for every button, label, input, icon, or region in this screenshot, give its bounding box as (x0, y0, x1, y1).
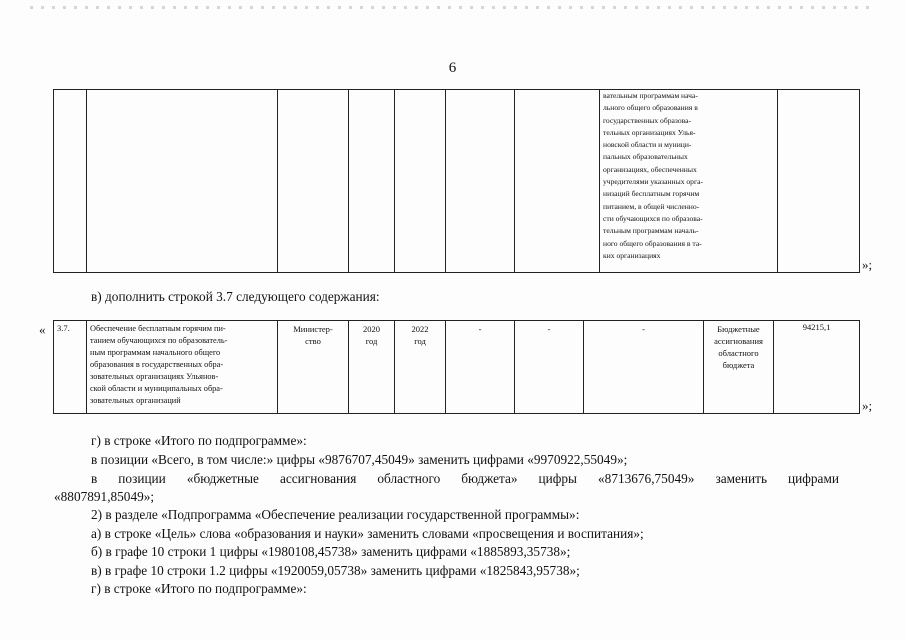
text-line: год (414, 336, 426, 346)
text-line: ассигнования (714, 336, 763, 346)
cell-blank-1 (446, 90, 515, 273)
opening-quote: « (39, 322, 46, 337)
row-number: 3.7. (54, 321, 87, 414)
closing-quote: »; (862, 398, 873, 413)
text-line: ным программам начального общего (90, 348, 221, 357)
paragraph-v: в) в графе 10 строки 1.2 цифры «1920059,05738» заменить цифрами «1825843,95738»; (91, 563, 580, 578)
paragraph-budget-cont: «8807891,85049»; (54, 489, 155, 504)
row-executor (278, 321, 349, 414)
cell-end (395, 90, 446, 273)
text-line: год (365, 336, 378, 346)
text-line: питанием, в общей численно- (603, 201, 700, 211)
text-line: новской области и муници- (603, 140, 692, 150)
text-line: низаций бесплатным горячим (603, 189, 700, 199)
paragraph-a: а) в строке «Цель» слова «образования и науки» заменить словами «просвещения и воспитания»; (91, 526, 644, 541)
row-amount: 94215,1 (774, 321, 860, 414)
text-line: областного (718, 348, 759, 358)
text-line: вательным программам нача- (603, 91, 698, 100)
text-line: Бюджетные (717, 324, 760, 334)
paragraph-b: б) в графе 10 строки 1 цифры «1980108,45738» заменить цифрами «1885893,35738»; (91, 544, 571, 559)
text-line: Обеспечение бесплатным горячим пи- (90, 324, 226, 333)
text-line: ких организациях (603, 250, 661, 260)
text-line: ство (305, 336, 321, 346)
text-line: государственных образова- (603, 115, 692, 125)
text-line: учредителями указанных орга- (603, 177, 703, 187)
page-number: 6 (448, 60, 457, 76)
paragraph-vsego: в позиции «Всего, в том числе:» цифры «9876707,45049» заменить цифрами «9970922,55049»; (91, 452, 628, 467)
text-line: пальных образовательных (603, 152, 688, 162)
text-line: зовательных организациях Ульянов- (90, 372, 219, 381)
text-line: 2022 (411, 324, 429, 334)
paragraph-g: г) в строке «Итого по подпрограмме»: (91, 433, 307, 448)
cell-number (54, 90, 87, 273)
cell-last (778, 90, 860, 273)
cell-blank-2 (515, 90, 600, 273)
continued-table (53, 89, 860, 273)
text-line: сти обучающихся по образова- (603, 213, 703, 223)
cell-executor (278, 90, 349, 273)
row-funding-source (704, 321, 774, 414)
text-line: бюджета (722, 360, 755, 370)
row-dash-1: - (446, 321, 515, 414)
closing-quote: »; (862, 257, 873, 272)
text-line: тельным программам началь- (603, 226, 699, 236)
intro-paragraph: в) дополнить строкой 3.7 следующего содержания: (91, 289, 380, 304)
row-end-year (395, 321, 446, 414)
paragraph-2: 2) в разделе «Подпрограмма «Обеспечение реализации государственной программы»: (91, 507, 580, 522)
text-line: 2020 (363, 324, 380, 334)
paragraph-budget: в позиции «бюджетные ассигнования областного бюджета» цифры «8713676,75049» заменить цифрами (91, 471, 839, 486)
text-line: организациях, обеспеченных (603, 164, 697, 174)
row-dash-3: - (584, 321, 704, 414)
indicator-text-cell (600, 90, 778, 273)
text-line: зовательных организаций (90, 396, 181, 405)
scan-artifact (30, 6, 870, 9)
row-description (87, 321, 278, 414)
row-3-7-table (53, 320, 860, 414)
text-line: ской области и муниципальных обра- (90, 384, 223, 393)
text-line: Министер- (293, 324, 333, 334)
text-line: тельных организациях Улья- (603, 127, 696, 137)
paragraph-g2: г) в строке «Итого по подпрограмме»: (91, 581, 307, 596)
cell-start (349, 90, 395, 273)
text-line: льного общего образования в (603, 103, 698, 113)
text-line: образования в государственных обра- (90, 360, 224, 369)
text-line: ного общего образования в та- (603, 238, 702, 248)
text-line: танием обучающихся по образователь- (90, 336, 228, 345)
row-dash-2: - (515, 321, 584, 414)
row-start-year (349, 321, 395, 414)
cell-description (87, 90, 278, 273)
